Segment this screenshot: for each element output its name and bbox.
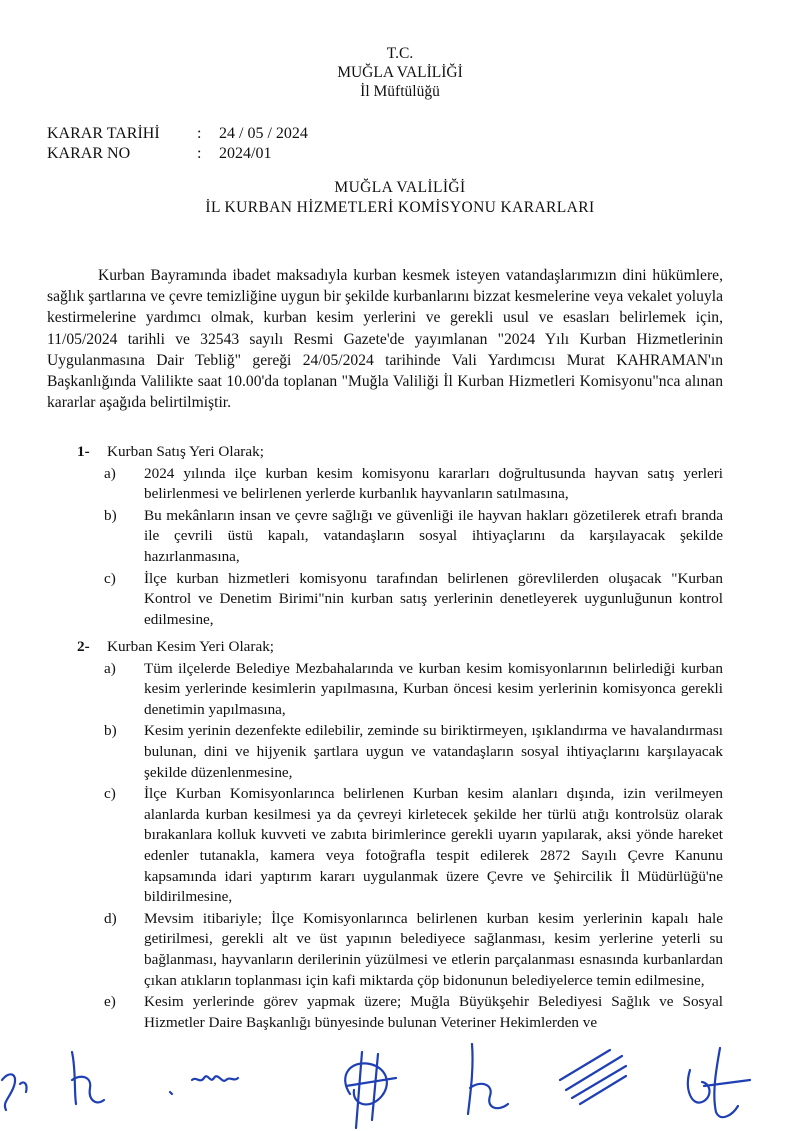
list-item xyxy=(77,721,723,783)
item-letter: b) xyxy=(104,722,117,740)
section-slaughter-place xyxy=(77,637,723,1034)
item-letter: c) xyxy=(104,569,116,587)
decision-date-row xyxy=(47,124,308,144)
decision-meta xyxy=(47,124,308,164)
item-text: Mevsim itibariyle; İlçe Komisyonlarınca belirlenen kurban kesim yerlerinin kapalı hale getirilmesi, gerekli alt ve üst yapının belediyece sağlanması, kesim yerlerine yeterli su bağlanması, hayvanların derilerinin yüzülmesi ve etlerin parçalanması esnasında kurbanlardan çıkan atıkların toplanması için kafi miktarda çöp bidonunun belediyelerce temin edilmesine, xyxy=(144,909,723,989)
section-title: Kurban Kesim Yeri Olarak; xyxy=(107,638,275,655)
section-title: Kurban Satış Yeri Olarak; xyxy=(107,443,264,460)
header-governorship: MUĞLA VALİLİĞİ xyxy=(337,64,463,81)
colon: : xyxy=(197,125,202,142)
decision-date-label: KARAR TARİHİ xyxy=(47,125,160,142)
section-number: 1- xyxy=(77,443,90,460)
list-item xyxy=(77,506,723,568)
signature-3 xyxy=(170,1076,238,1094)
colon: : xyxy=(197,145,202,162)
decision-date-value: 24 / 05 / 2024 xyxy=(219,125,308,142)
title-line-2: İL KURBAN HİZMETLERİ KOMİSYONU KARARLARI xyxy=(205,199,595,216)
signature-2 xyxy=(72,1052,104,1104)
signature-1 xyxy=(2,1074,27,1110)
item-text: Kesim yerinin dezenfekte edilebilir, zeminde su biriktirmeyen, ışıklandırma ve havalandırması bulunan, dini ve hijyenik şartlara uygun ve vatandaşların sosyal ihtiyaçlarını karşılayacak şekilde düzenlenmesine, xyxy=(144,722,723,781)
item-letter: a) xyxy=(104,464,116,482)
item-letter: b) xyxy=(104,506,117,524)
list-item xyxy=(77,464,723,505)
document-title xyxy=(0,178,800,218)
decision-number-label: KARAR NO xyxy=(47,145,131,162)
intro-paragraph: Kurban Bayramında ibadet maksadıyla kurban kesmek isteyen vatandaşlarımızın dini hükümlere, sağlık şartlarına ve çevre temizliğine uygun bir şekilde kurbanlarını bizzat kesmelerine veya vekalet yoluyla kestirmelerine yardımcı olmak, kurban kesim yerlerini ve gerekli usul ve esasları belirlemek için, 11/05/2024 tarihli ve 32543 sayılı Resmi Gazete'de yayımlanan "2024 Yılı Kurban Hizmetlerinin Uygulanmasına Dair Tebliğ" gereği 24/05/2024 tarihinde Vali Yardımcısı Murat KAHRAMAN'ın Başkanlığında Valilikte saat 10.00'da toplanan "Muğla Valiliği İl Kurban Hizmetleri Komisyonu"nca alınan kararlar aşağıda belirtilmiştir. xyxy=(47,267,723,412)
item-text: İlçe kurban hizmetleri komisyonu tarafından belirlenen görevlilerden oluşacak "Kurban Kontrol ve Denetim Birimi"nin kurban satış yerlerinin denetleyerek uygunluğunun kontrol edilmesine, xyxy=(144,569,723,628)
section-heading xyxy=(77,442,723,463)
item-text: Bu mekânların insan ve çevre sağlığı ve güvenliği ile hayvan hakları gözetilerek etrafı branda ile çevrili üstü kapalı, vatandaşların sosyal ihtiyaçlarını da karşılayacak şekilde hazırlanmasına, xyxy=(144,506,723,565)
item-text: Tüm ilçelerde Belediye Mezbahalarında ve kurban kesim komisyonlarının belirlediği kurban kesim yerlerinde kesimlerin yapılmasına, Kurban öncesi kesim yerlerinin komisyonca gerekli denetimin yapılmasına, xyxy=(144,659,723,718)
signature-4 xyxy=(345,1052,396,1128)
section-number: 2- xyxy=(77,638,90,655)
list-item xyxy=(77,909,723,991)
list-item xyxy=(77,569,723,631)
signature-7 xyxy=(688,1048,750,1117)
item-letter: d) xyxy=(104,909,117,927)
decision-number-row xyxy=(47,144,308,164)
section-sales-place xyxy=(77,442,723,631)
item-letter: a) xyxy=(104,659,116,677)
title-line-1: MUĞLA VALİLİĞİ xyxy=(334,179,466,196)
list-item xyxy=(77,784,723,908)
section-heading xyxy=(77,637,723,658)
item-text: İlçe Kurban Komisyonlarınca belirlenen Kurban kesim alanları dışında, izin verilmeyen alanlarda kurban kesilmesi ya da çevreyi kirletecek şekilde her türlü atığı kontrolsüz olarak bırakanlara kolluk kuvveti ve zabıta birimlerince gerekli uyarın yapılarak, aksi yönde hareket edenler tutanakla, kamera veya fotoğrafla tespit edilerek 2872 Sayılı Çevre Kanunu kapsamında idari yaptırım kararı uygulanmak üzere Çevre ve Şehircilik İl Müdürlüğü'ne bildirilmesine, xyxy=(144,785,723,906)
item-letter: e) xyxy=(104,993,116,1011)
header-state: T.C. xyxy=(386,45,414,62)
signature-6 xyxy=(560,1050,626,1104)
header-mufti-office: İl Müftülüğü xyxy=(360,83,440,100)
list-item xyxy=(77,992,723,1033)
item-letter: c) xyxy=(104,785,116,803)
item-text: 2024 yılında ilçe kurban kesim komisyonu kararları doğrultusunda hayvan satış yerleri belirlenmesi ve belirlenen yerlerde kurbanlık hayvanların satılmasına, xyxy=(144,464,723,503)
document-header xyxy=(0,44,800,101)
decision-number-value: 2024/01 xyxy=(219,145,272,162)
signatures xyxy=(0,1040,800,1131)
item-text: Kesim yerlerinde görev yapmak üzere; Muğla Büyükşehir Belediyesi Sağlık ve Sosyal Hizmetler Daire Başkanlığı bünyesinde bulunan Veteriner Hekimlerden ve xyxy=(144,993,723,1031)
signature-5 xyxy=(468,1044,508,1114)
list-item xyxy=(77,659,723,721)
